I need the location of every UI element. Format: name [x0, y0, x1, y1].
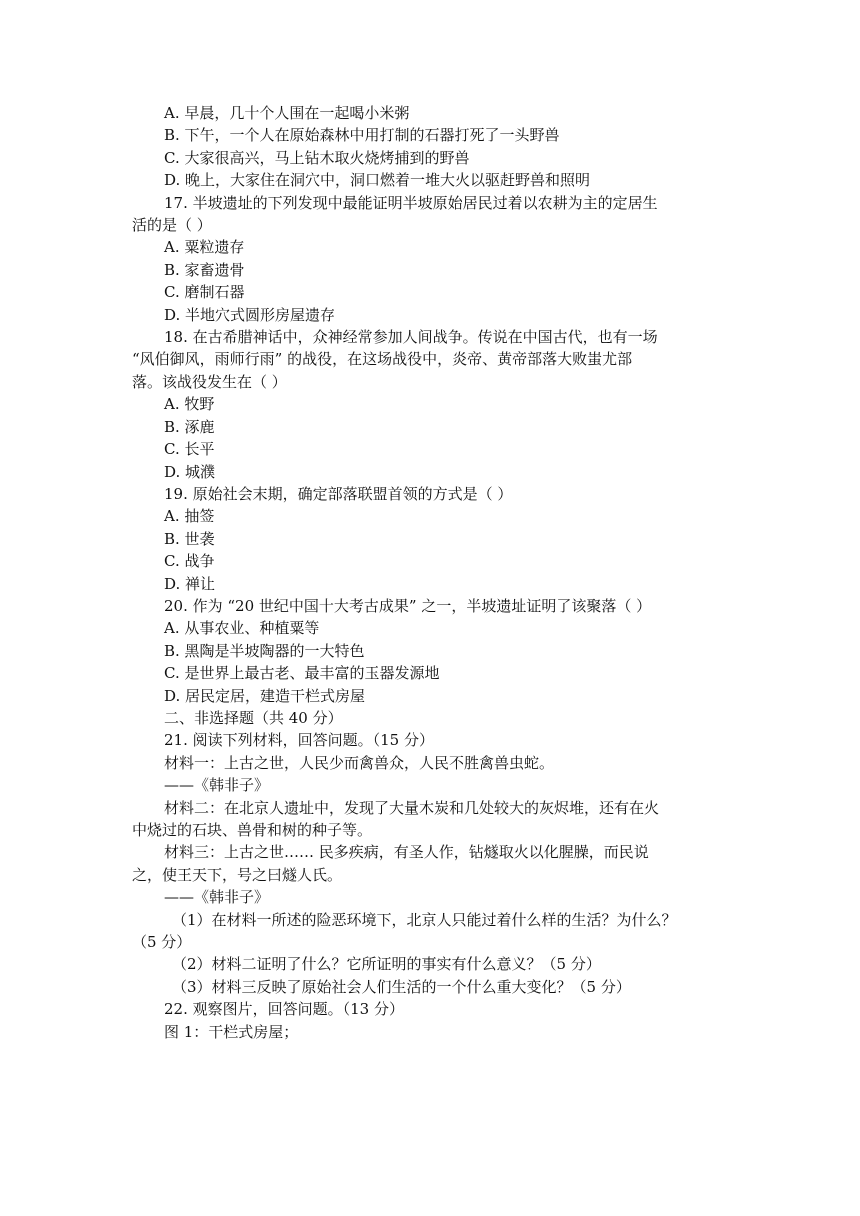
q18-option-d: D. 城濮: [164, 462, 216, 481]
q17-stem-line2: 活的是（ ）: [132, 216, 212, 235]
q21-stem: 21. 阅读下列材料，回答问题。（15 分）: [164, 731, 434, 750]
q16-option-b: B. 下午，一个人在原始森林中用打制的石器打死了一头野兽: [164, 126, 560, 145]
q21-material-2-line2: 中烧过的石块、兽骨和树的种子等。: [132, 821, 373, 839]
q18-stem-line2: “风伯御风，雨师行雨” 的战役，在这场战役中，炎帝、黄帝部落大败蚩尤部: [132, 350, 633, 369]
q21-material-1: 材料一：上古之世，人民少而禽兽众，人民不胜禽兽虫蛇。: [164, 753, 555, 772]
q19-option-a: A. 抽签: [164, 507, 215, 526]
q18-option-c: C. 长平: [164, 440, 215, 459]
q18-stem-line3: 落。该战役发生在（ ）: [132, 372, 287, 391]
q20-option-c: C. 是世界上最古老、最丰富的玉器发源地: [164, 664, 440, 683]
q21-material-3-line2: 之，使王天下，号之曰燧人氏。: [132, 865, 343, 884]
q21-sub-2: （2）材料二证明了什么？它所证明的事实有什么意义？（5 分）: [172, 955, 601, 974]
q16-option-c: C. 大家很高兴，马上钻木取火烧烤捕到的野兽: [164, 148, 470, 167]
q17-option-a: A. 粟粒遗存: [164, 238, 245, 257]
q21-sub-1-line1: （1）在材料一所述的险恶环境下，北京人只能过着什么样的生活？为什么？: [172, 910, 677, 929]
q17-stem-line1: 17. 半坡遗址的下列发现中最能证明半坡原始居民过着以农耕为主的定居生: [164, 193, 658, 212]
section-heading: 二、非选择题（共 40 分）: [164, 708, 343, 727]
q19-stem: 19. 原始社会末期，确定部落联盟首领的方式是（ ）: [164, 484, 513, 503]
q16-option-a: A. 早晨，几十个人围在一起喝小米粥: [164, 104, 410, 122]
q16-option-d: D. 晚上，大家住在洞穴中，洞口燃着一堆大火以驱赶野兽和照明: [164, 171, 591, 190]
q19-option-c: C. 战争: [164, 552, 215, 571]
q22-stem: 22. 观察图片，回答问题。（13 分）: [164, 1000, 404, 1019]
q21-material-3-source: ——《韩非子》: [164, 888, 270, 907]
q21-material-2-line1: 材料二：在北京人遗址中，发现了大量木炭和几处较大的灰烬堆，还有在火: [164, 798, 660, 817]
q17-option-c: C. 磨制石器: [164, 283, 245, 302]
q20-stem: 20. 作为 “20 世纪中国十大考古成果” 之一，半坡遗址证明了该聚落（ ）: [164, 596, 652, 615]
q22-figure-1-caption: 图 1：干栏式房屋；: [164, 1022, 299, 1041]
q21-material-1-source: ——《韩非子》: [164, 776, 270, 795]
q19-option-b: B. 世袭: [164, 529, 215, 548]
q18-stem-line1: 18. 在古希腊神话中，众神经常参加人间战争。传说在中国古代，也有一场: [164, 328, 658, 347]
q19-option-d: D. 禅让: [164, 574, 216, 593]
q18-option-a: A. 牧野: [164, 395, 215, 414]
q20-option-d: D. 居民定居，建造干栏式房屋: [164, 686, 366, 705]
q20-option-a: A. 从事农业、种植粟等: [164, 619, 320, 638]
q21-sub-1-line2: （5 分）: [132, 933, 192, 952]
q20-option-b: B. 黑陶是半坡陶器的一大特色: [164, 641, 365, 660]
q21-sub-3: （3）材料三反映了原始社会人们生活的一个什么重大变化？（5 分）: [172, 977, 631, 996]
q17-option-d: D. 半地穴式圆形房屋遗存: [164, 305, 336, 324]
q18-option-b: B. 涿鹿: [164, 417, 215, 436]
q21-material-3-line1: 材料三：上古之世…… 民多疾病，有圣人作，钻燧取火以化腥臊，而民说: [164, 843, 649, 862]
q17-option-b: B. 家畜遗骨: [164, 260, 245, 279]
